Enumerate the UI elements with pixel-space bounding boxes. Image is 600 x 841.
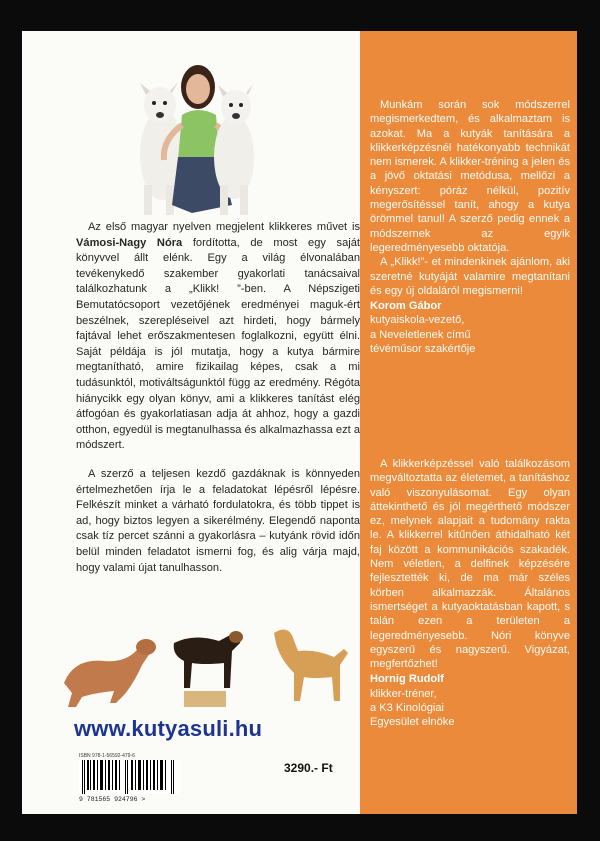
blurb-paragraph-1 bbox=[76, 220, 360, 454]
endorsement-2-role-3: Egyesület elnöke bbox=[370, 716, 455, 729]
website-url[interactable]: www.kutyasuli.hu bbox=[74, 716, 263, 741]
endorsement-1-role-3: tévéműsor szakértője bbox=[370, 343, 476, 356]
dogs-illustration bbox=[54, 603, 354, 713]
blurb-paragraph-2: A szerző a teljesen kezdő gazdáknak is könnyeden értelmezhetően írja le a feladatokat lépésről lépésre. Felkészít minket a várható fordulatokra, és több tippet is ad, hogy biztos legyen a sikerélmény. Elegendő naponta csak tíz percet szánni a gyakorlásra – kutyánk rövid időn belül minden feladatot ismerni fog, és alig várja majd, hogy valami újat tanulhasson. bbox=[76, 468, 360, 574]
endorsement-2-role-1: klikker-tréner, bbox=[370, 687, 437, 700]
endorsement-2-author: Hornig Rudolf bbox=[370, 673, 444, 686]
blurb-text: Az első magyar nyelven megjelent klikkeres művet is bbox=[88, 221, 360, 233]
author-name: Vámosi-Nagy Nóra bbox=[76, 236, 183, 249]
isbn-label: ISBN 978-1-56592-479-6 bbox=[79, 753, 135, 759]
barcode-number: 9 781565 924796 > bbox=[79, 796, 146, 803]
endorsement-2-role-2: a K3 Kinológiai bbox=[370, 702, 445, 715]
author-photo bbox=[122, 45, 272, 220]
endorsement-2-text: A klikkerképzéssel való találkozásom megváltoztatta az életemet, a tanításhoz való viszonyulásomat. Egy olyan áttekinthető és jól megérthető módszer ez, melynek alapjait a tudomány rakta le. A klikkerrel kitűnően áthidalható két faj között a kommunikációs szakadék. Nem véletlen, a delfinek képzésére fejlesztették ki, de ma már széles körben alkalmazzák. Általános ismertséget a kutyaoktatásban kapott, s talán ezen a területen a legeredményesebb. Nóri könyve egyszerű és nagyszerű. Vigyázat, megfertőzhet! bbox=[370, 458, 570, 671]
blurb-text: fordította, de most egy saját könyvvel állt elénk. Egy a világ élvonalában tevékenykedő szakember gyakorlati tanácsaival találkozhatunk a „Klikk! ”-ben. A Népszigeti Bemutatócsoport vezetőjének eredményei maguk-ért beszélnek, szerepléseivel azt hirdeti, hogy bármely fajtával lehet erőszakmentesen foglalkozni, együtt élni. Saját példája is jól mutatja, hogy a kutya bármire megtanítható, amire fizikailag képes, csak a mi tudásunktól, motiváltságunktól függ az eredmény. Régóta hiánycikk egy olyan könyv, ami a klikkeres tanítást elég átfogóan és gyakorlatiasan adja át ahhoz, hogy a gazdi otthon, egyedül is megtanulhassa és alkalmazhassa ezt a módszert. bbox=[76, 236, 360, 452]
endorsement-2 bbox=[370, 457, 570, 730]
endorsement-1-role-1: kutyaiskola-vezető, bbox=[370, 314, 465, 327]
endorsement-1-text-b: A „Klikk!”- et mindenkinek ajánlom, aki szeretné kutyáját valamire megtanítani és egy új oldaláról megismerni! bbox=[370, 256, 570, 297]
endorsement-1-text: Munkám során sok módszerrel megismerkedtem, és alkalmaztam is azokat. Ma a kutyák tanítására a klikkerképzésnél hatékonyabb technikát nem ismerek. A klikker-tréning a jelen és a jövő oktatási metódusa, mellőzi a kényszert: póráz nélkül, pozitív megerősítéssel tanít, ahogy a kutya örömmel tanul! A szerző pedig ennek a módszernek az egyik legeredményesebb oktatója. bbox=[370, 99, 570, 254]
endorsement-1-author: Korom Gábor bbox=[370, 300, 442, 313]
endorsement-1 bbox=[370, 98, 570, 356]
barcode bbox=[79, 760, 179, 794]
price: 3290.- Ft bbox=[284, 761, 333, 775]
endorsement-1-role-2: a Neveletlenek című bbox=[370, 328, 471, 341]
